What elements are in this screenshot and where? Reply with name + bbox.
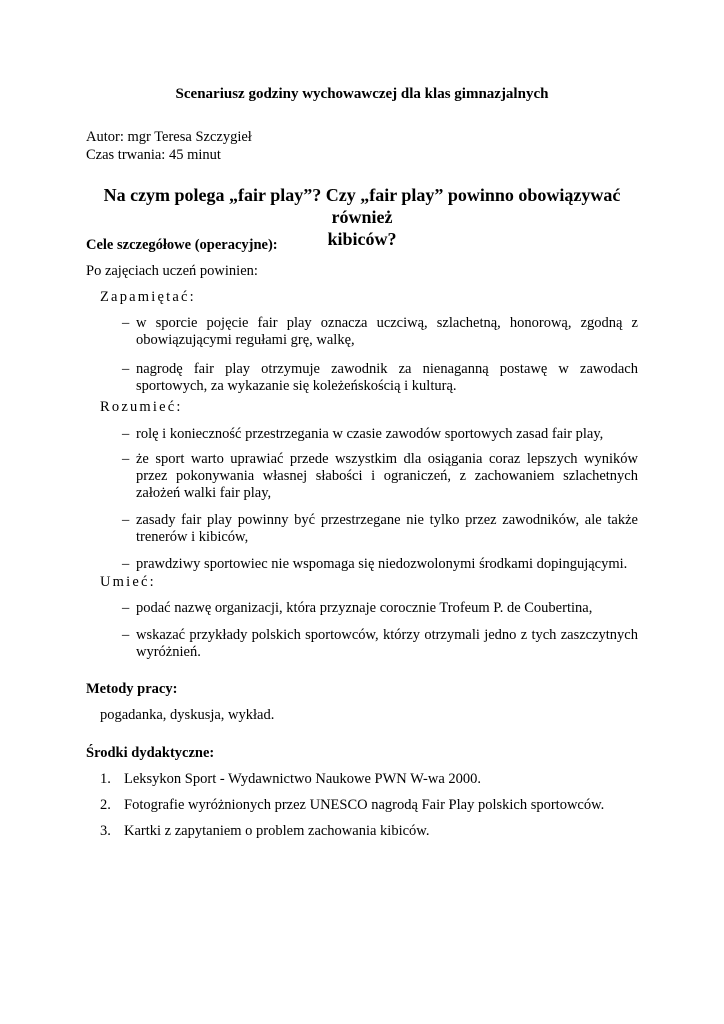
list-number: 1. (100, 771, 111, 787)
author-line: Autor: mgr Teresa Szczygieł (86, 129, 252, 145)
list-item (122, 556, 638, 573)
dash-bullet: – (122, 451, 130, 467)
list-item (122, 627, 638, 661)
list-item-text: nagrodę fair play otrzymuje zawodnik za nienaganną postawę w zawodach sportowych, za wykazanie się koleżeńskością i kulturą. (136, 361, 638, 394)
dash-bullet: – (122, 627, 130, 643)
list-item-text: Fotografie wyróżnionych przez UNESCO nagrodą Fair Play polskich sportowców. (124, 797, 605, 813)
main-title-line-1: Na czym polega „fair play”? Czy „fair play” powinno obowiązywać również (103, 185, 621, 227)
list-item (100, 823, 638, 840)
able-label: Umieć: (100, 574, 156, 590)
resources-heading: Środki dydaktyczne: (86, 745, 215, 761)
remember-list (122, 315, 638, 395)
document-title: Scenariusz godziny wychowawczej dla klas gimnazjalnych (175, 86, 549, 102)
dash-bullet: – (122, 556, 130, 572)
list-item-text: zasady fair play powinny być przestrzegane nie tylko przez zawodników, ale także trenerów i kibiców, (136, 512, 638, 545)
methods-text: pogadanka, dyskusja, wykład. (100, 707, 275, 723)
list-item (122, 451, 638, 502)
list-item (100, 797, 638, 814)
understand-list (122, 426, 638, 573)
list-item-text: Leksykon Sport - Wydawnictwo Naukowe PWN W-wa 2000. (124, 771, 482, 787)
main-title-line-2: kibiców? (327, 229, 397, 249)
list-item-text: wskazać przykłady polskich sportowców, którzy otrzymali jedno z tych zaszczytnych wyróżnień. (136, 627, 638, 660)
list-item (122, 315, 638, 349)
list-item-text: Kartki z zapytaniem o problem zachowania kibiców. (124, 823, 430, 839)
goals-intro: Po zajęciach uczeń powinien: (86, 263, 258, 279)
list-item-text: rolę i konieczność przestrzegania w czasie zawodów sportowych zasad fair play, (136, 426, 604, 442)
list-item (122, 600, 638, 617)
list-number: 3. (100, 823, 111, 839)
dash-bullet: – (122, 600, 130, 616)
resources-list (100, 771, 638, 840)
goals-heading: Cele szczegółowe (operacyjne): (86, 237, 278, 253)
author-block (86, 128, 252, 164)
list-item (122, 512, 638, 546)
able-list (122, 600, 638, 661)
list-number: 2. (100, 797, 111, 813)
remember-label: Zapamiętać: (100, 289, 196, 305)
dash-bullet: – (122, 361, 130, 377)
list-item (122, 426, 638, 443)
list-item-text: prawdziwy sportowiec nie wspomaga się niedozwolonymi środkami dopingującymi. (136, 556, 628, 572)
list-item (122, 361, 638, 395)
methods-heading: Metody pracy: (86, 681, 178, 697)
dash-bullet: – (122, 426, 130, 442)
list-item-text: podać nazwę organizacji, która przyznaje corocznie Trofeum P. de Coubertina, (136, 600, 593, 616)
understand-label: Rozumieć: (100, 399, 183, 415)
list-item-text: że sport warto uprawiać przede wszystkim dla osiągania coraz lepszych wyników przez pokonywania własnej słabości i ograniczeń, z zachowaniem szlachetnych założeń walki fair play, (136, 451, 638, 501)
dash-bullet: – (122, 315, 130, 331)
duration-line: Czas trwania: 45 minut (86, 147, 221, 163)
list-item-text: w sporcie pojęcie fair play oznacza uczciwą, szlachetną, honorową, zgodną z obowiązującymi regułami grę, walkę, (136, 315, 638, 348)
list-item (100, 771, 638, 788)
dash-bullet: – (122, 512, 130, 528)
